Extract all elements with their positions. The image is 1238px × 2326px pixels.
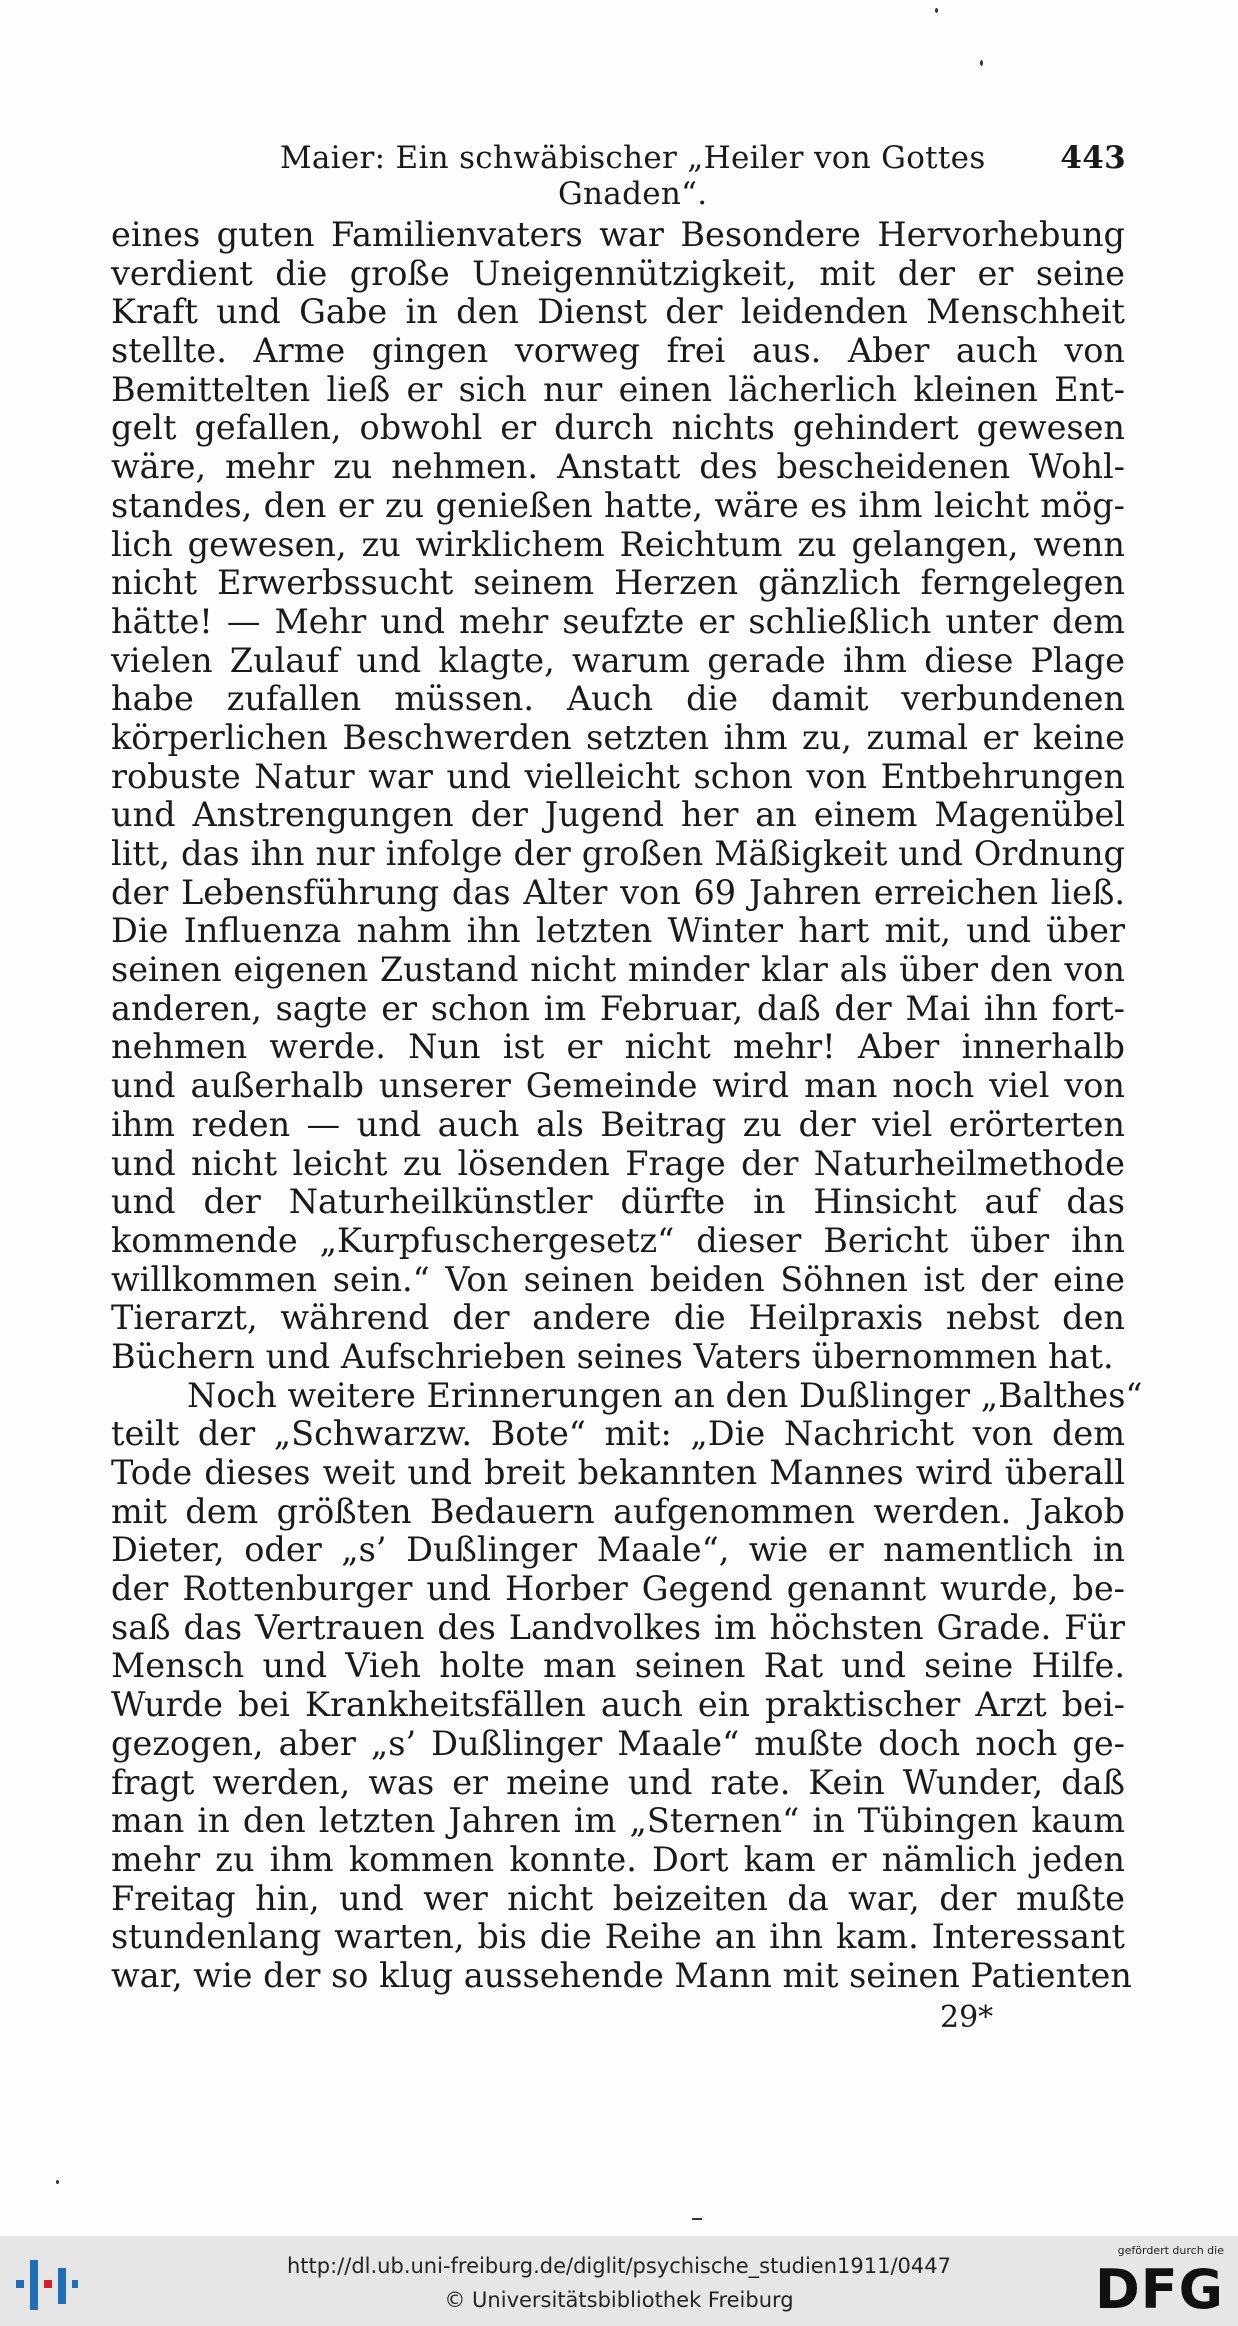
text-line: Bemittelten ließ er sich nur einen lächerlich kleinen Ent- xyxy=(111,369,1125,409)
text-line: verdient die große Uneigennützigkeit, mit der er seine xyxy=(111,253,1125,293)
text-line: kommende „Kurpfuschergesetz“ dieser Bericht über ihn xyxy=(111,1220,1125,1260)
dfg-logo xyxy=(1074,2244,1224,2320)
footer-bar xyxy=(0,2236,1238,2326)
text-line: und der Naturheilkünstler dürfte in Hinsicht auf das xyxy=(111,1182,1125,1222)
signature-mark: 29* xyxy=(940,2000,994,2035)
text-line: nicht Erwerbssucht seinem Herzen gänzlich ferngelegen xyxy=(111,563,1125,603)
text-line: stundenlang warten, bis die Reihe an ihn kam. Interessant xyxy=(111,1917,1125,1957)
text-line: Mensch und Vieh holte man seinen Rat und seine Hilfe. xyxy=(111,1646,1125,1686)
scan-speck xyxy=(692,2218,702,2220)
text-line: hätte! — Mehr und mehr seufzte er schließlich unter dem xyxy=(111,601,1125,641)
text-line: Kraft und Gabe in den Dienst der leidenden Menschheit xyxy=(111,292,1125,332)
text-line: körperlichen Beschwerden setzten ihm zu, zumal er keine xyxy=(111,717,1125,757)
text-line: standes, den er zu genießen hatte, wäre es ihm leicht mög- xyxy=(111,485,1125,525)
text-line: und Anstrengungen der Jugend her an einem Magenübel xyxy=(111,795,1125,835)
text-line: lich gewesen, zu wirklichem Reichtum zu gelangen, wenn xyxy=(111,524,1125,564)
text-line: wäre, mehr zu nehmen. Anstatt des bescheidenen Wohl- xyxy=(111,447,1125,487)
text-line: Dieter, oder „s’ Dußlinger Maale“, wie er namentlich in xyxy=(111,1530,1125,1570)
text-line: Noch weitere Erinnerungen an den Dußlinger „Balthes“ xyxy=(187,1375,1143,1415)
text-line: mehr zu ihm kommen konnte. Dort kam er nämlich jeden xyxy=(111,1839,1125,1879)
text-line: willkommen sein.“ Von seinen beiden Söhnen ist der eine xyxy=(111,1259,1125,1299)
text-line: gelt gefallen, obwohl er durch nichts gehindert gewesen xyxy=(111,408,1125,448)
text-line: eines guten Familienvaters war Besondere Hervorhebung xyxy=(111,215,1125,254)
text-line: Büchern und Aufschrieben seines Vaters übernommen hat. xyxy=(111,1336,1114,1376)
text-line: nehmen werde. Nun ist er nicht mehr! Aber innerhalb xyxy=(111,1027,1125,1067)
body-text xyxy=(111,215,1143,1996)
text-line: teilt der „Schwarzw. Bote“ mit: „Die Nachricht von dem xyxy=(111,1414,1125,1454)
dfg-logo-text: DFG xyxy=(1094,2258,1224,2321)
text-line: anderen, sagte er schon im Februar, daß der Mai ihn fort- xyxy=(111,988,1125,1028)
page-number: 443 xyxy=(1060,140,1126,176)
copyright-notice: © Universitätsbibliothek Freiburg xyxy=(444,2288,794,2312)
text-line: seinen eigenen Zustand nicht minder klar als über den von xyxy=(111,950,1125,990)
running-header xyxy=(110,140,1126,212)
text-line: und nicht leicht zu lösenden Frage der Naturheilmethode xyxy=(111,1143,1125,1183)
text-line: Tierarzt, während der andere die Heilpraxis nebst den xyxy=(111,1298,1125,1338)
text-line: fragt werden, was er meine und rate. Kein Wunder, daß xyxy=(111,1762,1125,1802)
scan-speck xyxy=(56,2180,59,2184)
text-line: man in den letzten Jahren im „Sternen“ in Tübingen kaum xyxy=(111,1801,1125,1841)
text-line: und außerhalb unserer Gemeinde wird man noch viel von xyxy=(111,1066,1125,1106)
text-line: mit dem größten Bedauern aufgenommen werden. Jakob xyxy=(111,1491,1125,1531)
text-line: gezogen, aber „s’ Dußlinger Maale“ mußte doch noch ge- xyxy=(111,1723,1125,1763)
text-line: Die Influenza nahm ihn letzten Winter hart mit, und über xyxy=(111,911,1125,951)
text-line: Freitag hin, und wer nicht beizeiten da war, der mußte xyxy=(111,1878,1125,1918)
text-line: saß das Vertrauen des Landvolkes im höchsten Grade. Für xyxy=(111,1607,1125,1647)
text-line: war, wie der so klug aussehende Mann mit seinen Patienten xyxy=(111,1955,1132,1995)
text-line: vielen Zulauf und klagte, warum gerade ihm diese Plage xyxy=(111,640,1125,680)
text-line: Tode dieses weit und breit bekannten Mannes wird überall xyxy=(111,1453,1125,1492)
text-line: ihm reden — und auch als Beitrag zu der viel erörterten xyxy=(111,1104,1125,1144)
scan-speck xyxy=(935,8,938,13)
text-line: stellte. Arme gingen vorweg frei aus. Aber auch von xyxy=(111,331,1125,371)
text-line: robuste Natur war und vielleicht schon von Entbehrungen xyxy=(111,756,1125,796)
text-line: habe zufallen müssen. Auch die damit verbundenen xyxy=(111,679,1125,719)
text-line: der Rottenburger und Horber Gegend genannt wurde, be- xyxy=(111,1569,1125,1609)
running-title: Maier: Ein schwäbischer „Heiler von Gottes Gnaden“. xyxy=(279,140,986,212)
document-url[interactable]: http://dl.ub.uni-freiburg.de/diglit/psychische_studien1911/0447 xyxy=(287,2254,951,2278)
text-line: der Lebensführung das Alter von 69 Jahren erreichen ließ. xyxy=(111,872,1125,912)
text-line: litt, das ihn nur infolge der großen Mäßigkeit und Ordnung xyxy=(111,834,1125,873)
scan-speck xyxy=(980,60,983,66)
dfg-funding-note: gefördert durch die xyxy=(1117,2244,1224,2257)
text-line: Wurde bei Krankheitsfällen auch ein praktischer Arzt bei- xyxy=(111,1685,1125,1725)
